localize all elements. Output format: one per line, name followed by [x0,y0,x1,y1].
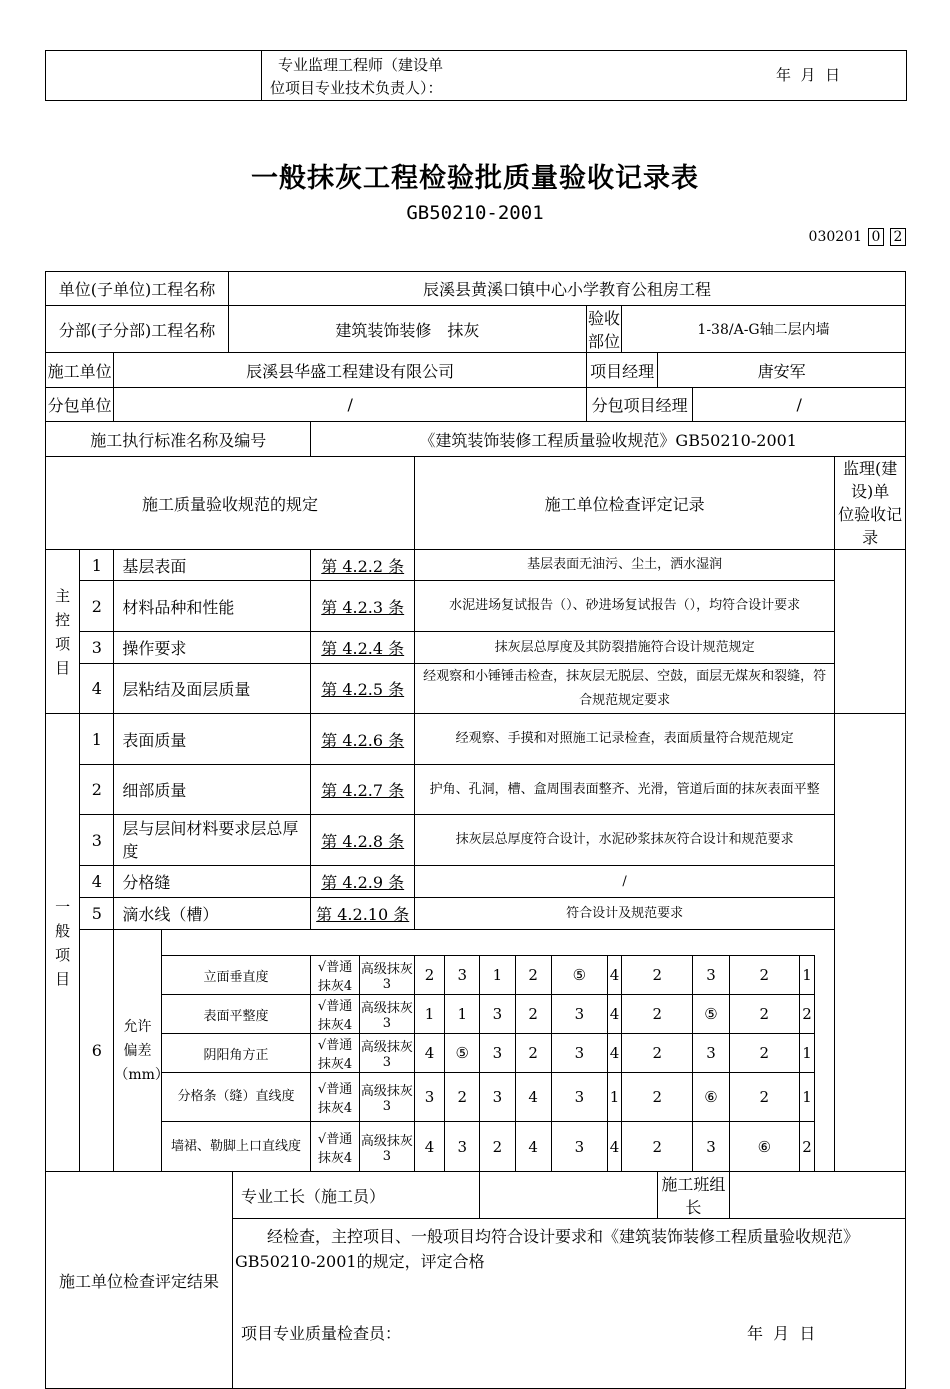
general-group-char-2: 般 [55,921,71,940]
measure-cell: 2 [622,995,693,1034]
measure-cell: ⑤ [693,995,729,1034]
tolerance-item-name: 墙裙、勒脚上口直线度 [161,1122,311,1172]
pm-value: 唐安军 [658,353,906,388]
measure-cell: ⑥ [693,1073,729,1122]
form-code-box-2: 2 [890,228,906,246]
normal-plaster-cell [311,995,359,1034]
measure-cell: 2 [729,1034,799,1073]
measure-cell: 1 [608,1073,622,1122]
foreman-sign-cell [480,1172,658,1219]
main-item-record: 经观察和小锤锤击检查，抹灰层无脱层、空鼓，面层无煤灰和裂缝，符合规范规定要求 [414,664,834,714]
tolerance-item-name: 立面垂直度 [161,956,311,995]
tolerance-label-line3: （mm） [114,1066,169,1083]
measure-cell: 2 [799,995,814,1034]
measure-cell: 4 [414,1122,444,1172]
measure-cell: 1 [445,995,480,1034]
measure-cell: 1 [414,995,444,1034]
standard-code: GB50210-2001 [406,202,544,224]
high-plaster-limit: 3 [382,1148,391,1164]
main-item-no: 2 [80,581,114,632]
sub-pm-label: 分包项目经理 [586,388,693,422]
tolerance-row [46,1073,906,1122]
supervisor-sign-cell [262,51,907,101]
measure-cell: 1 [799,1073,814,1122]
measure-cell: 2 [515,956,551,995]
measure-cell: 2 [515,995,551,1034]
general-group-label [46,714,80,1172]
tolerance-item-name: 阴阳角方正 [161,1034,311,1073]
normal-plaster-cell [311,1073,359,1122]
measure-cell: 1 [799,1034,814,1073]
inspection-part-value: 1-38/A-G轴二层内墙 [622,306,906,353]
pm-label: 项目经理 [586,353,657,388]
measure-cell: 1 [480,956,515,995]
measure-cell: 2 [622,1073,693,1122]
main-item-no: 1 [80,550,114,581]
normal-plaster-label: √普通抹灰 [317,999,353,1033]
col-supervision-header [835,457,906,550]
measure-cell: 2 [729,995,799,1034]
general-item-clause: 第 4.2.9 条 [311,866,415,898]
normal-plaster-label: √普通抹灰 [317,1038,353,1072]
measure-cell: 2 [622,1122,693,1172]
measure-cell: 4 [608,995,622,1034]
supervisor-sign-table [45,50,907,101]
tolerance-row [46,956,906,995]
general-supervision-cell [835,714,906,1172]
page-title: 一般抹灰工程检验批质量验收记录表 [251,163,699,194]
main-group-char-2: 控 [55,610,71,629]
measure-cell: 3 [551,1122,607,1172]
tolerance-item-name: 分格条（缝）直线度 [161,1073,311,1122]
measure-cell: 2 [414,956,444,995]
col-supervision-line1: 监理(建设)单 [842,459,898,501]
main-item-clause: 第 4.2.3 条 [311,581,415,632]
team-leader-label: 施工班组长 [658,1172,729,1219]
general-item-clause: 第 4.2.6 条 [311,714,415,765]
measure-cell: 2 [799,1122,814,1172]
high-plaster-limit: 3 [382,1055,391,1070]
main-item-record: 抹灰层总厚度及其防裂措施符合设计规范规定 [414,632,834,664]
main-item-clause: 第 4.2.5 条 [311,664,415,714]
general-item-no: 1 [80,714,114,765]
measure-cell: 2 [729,956,799,995]
measure-cell: 3 [551,995,607,1034]
standard-label: 施工执行标准名称及编号 [46,422,311,457]
measure-cell: 2 [622,1034,693,1073]
subcontractor-label: 分包单位 [46,388,114,422]
measure-cell: 4 [414,1034,444,1073]
high-plaster-limit: 3 [382,977,391,992]
measure-cell: 3 [551,1073,607,1122]
normal-plaster-limit: 4 [343,1101,353,1116]
tolerance-row [46,1034,906,1073]
main-item-clause: 第 4.2.2 条 [311,550,415,581]
high-plaster-label: 高级抹灰 [360,1001,413,1016]
form-code-prefix: 030201 [808,229,862,245]
measure-cell: ⑤ [445,1034,480,1073]
general-item-record: 符合设计及规范要求 [414,898,834,930]
general-item-clause: 第 4.2.10 条 [311,898,415,930]
normal-plaster-limit: 4 [343,1150,353,1166]
measure-cell: 4 [608,1034,622,1073]
tolerance-label [114,930,169,1172]
high-plaster-label: 高级抹灰 [360,1084,413,1099]
general-item-no: 3 [80,815,114,866]
general-group-char-1: 一 [55,897,71,916]
main-supervision-cell [835,550,906,714]
measure-cell: ⑥ [729,1122,799,1172]
high-plaster-label: 高级抹灰 [360,1040,413,1055]
normal-plaster-label: √普通抹灰 [317,1082,353,1116]
main-item-name: 操作要求 [114,632,311,664]
high-plaster-limit: 3 [382,1016,391,1031]
main-group-char-4: 目 [55,658,71,677]
high-plaster-cell [359,1073,414,1122]
measure-cell: 3 [693,1122,729,1172]
high-plaster-cell [359,1034,414,1073]
measure-cell: 2 [445,1073,480,1122]
measure-cell: 3 [480,995,515,1034]
supervisor-label-line1: 专业监理工程师（建设单 [278,56,444,74]
tolerance-item-name: 表面平整度 [161,995,311,1034]
supervisor-label-line2: 位项目专业技术负责人）： [270,79,443,97]
conclusion-cell [233,1219,906,1389]
result-label: 施工单位检查评定结果 [46,1172,233,1389]
measure-cell: 4 [515,1122,551,1172]
measure-cell: 2 [480,1122,515,1172]
form-code-box-1: 0 [868,228,884,246]
subcontractor-value: / [114,388,587,422]
general-group-char-4: 目 [55,969,71,988]
main-group-label [46,550,80,714]
main-item-record: 水泥进场复试报告（）、砂进场复试报告（），均符合设计要求 [414,581,834,632]
high-plaster-limit: 3 [382,1099,391,1114]
normal-plaster-limit: 4 [343,1018,353,1033]
main-group-char-1: 主 [55,586,71,605]
measure-cell: 3 [414,1073,444,1122]
measure-cell: 2 [729,1073,799,1122]
tolerance-row [46,995,906,1034]
main-item-clause: 第 4.2.4 条 [311,632,415,664]
measure-cell: ⑤ [551,956,607,995]
general-item-name: 表面质量 [114,714,311,765]
normal-plaster-cell [311,1122,359,1172]
foreman-label: 专业工长（施工员） [233,1172,480,1219]
main-item-no: 4 [80,664,114,714]
main-item-name: 层粘结及面层质量 [114,664,311,714]
general-item-clause: 第 4.2.8 条 [311,815,415,866]
main-group-char-3: 项 [55,634,71,653]
measure-cell: 2 [515,1034,551,1073]
sub-pm-value: / [693,388,906,422]
general-item-name: 分格缝 [114,866,311,898]
inspection-part-label: 验收部位 [586,306,621,353]
main-item-record: 基层表面无油污、尘土，洒水湿润 [414,550,834,581]
high-plaster-cell [359,995,414,1034]
col-check-header: 施工单位检查评定记录 [414,457,834,550]
main-item-no: 3 [80,632,114,664]
measure-cell: 4 [608,1122,622,1172]
general-item-name: 层与层间材料要求层总厚度 [114,815,311,866]
col-spec-header: 施工质量验收规范的规定 [46,457,415,550]
measure-cell: 2 [622,956,693,995]
measure-cell: 3 [480,1073,515,1122]
unit-project-label: 单位(子单位)工程名称 [46,272,229,306]
sub-project-label: 分部(子分部)工程名称 [46,306,229,353]
general-item-no: 2 [80,765,114,815]
main-item-name: 材料品种和性能 [114,581,311,632]
tolerance-label-line1: 允许 [123,1018,152,1035]
measure-cell: 3 [445,1122,480,1172]
general-item-clause: 第 4.2.7 条 [311,765,415,815]
general-item-name: 细部质量 [114,765,311,815]
general-item-record: 经观察、手摸和对照施工记录检查，表面质量符合规范规定 [414,714,834,765]
sub-project-value: 建筑装饰装修 抹灰 [228,306,586,353]
normal-plaster-limit: 4 [343,979,353,994]
general-item-record: / [414,866,834,898]
measure-cell: 3 [445,956,480,995]
high-plaster-label: 高级抹灰 [360,962,413,977]
supervisor-date: 年 月 日 [776,66,841,84]
unit-project-value: 辰溪县黄溪口镇中心小学教育公租房工程 [228,272,905,306]
result-date: 年 月 日 [747,1324,816,1343]
general-item-record: 抹灰层总厚度符合设计，水泥砂浆抹灰符合设计和规范要求 [414,815,834,866]
form-code [809,228,906,246]
normal-plaster-label: √普通抹灰 [317,960,353,994]
blank-cell [46,51,262,101]
inspection-record-table [45,271,906,1389]
col-supervision-line2: 位验收记录 [838,505,903,547]
contractor-value: 辰溪县华盛工程建设有限公司 [114,353,587,388]
tolerance-row [46,1122,906,1172]
normal-plaster-label: √普通抹灰 [317,1131,353,1166]
main-item-name: 基层表面 [114,550,311,581]
high-plaster-cell [359,956,414,995]
tolerance-label-line2: 偏差 [123,1042,152,1059]
normal-plaster-cell [311,1034,359,1073]
conclusion-text: 经检查，主控项目、一般项目均符合设计要求和《建筑装饰装修工程质量验收规范》GB50210-2001的规定，评定合格 [235,1227,860,1271]
measure-cell: 3 [480,1034,515,1073]
measure-cell: 3 [551,1034,607,1073]
general-item-no: 5 [80,898,114,930]
team-leader-sign-cell [729,1172,905,1219]
tolerance-no: 6 [80,930,114,1172]
general-group-char-3: 项 [55,945,71,964]
inspector-label: 项目专业质量检查员： [241,1324,402,1343]
general-item-name: 滴水线（槽） [114,898,311,930]
measure-cell: 3 [693,1034,729,1073]
measure-cell: 3 [693,956,729,995]
measure-cell: 4 [608,956,622,995]
high-plaster-cell [359,1122,414,1172]
measure-cell: 4 [515,1073,551,1122]
general-item-no: 4 [80,866,114,898]
general-item-record: 护角、孔洞，槽、盒周围表面整齐、光滑，管道后面的抹灰表面平整 [414,765,834,815]
normal-plaster-cell [311,956,359,995]
normal-plaster-limit: 4 [343,1057,353,1072]
high-plaster-label: 高级抹灰 [360,1133,413,1149]
contractor-label: 施工单位 [46,353,114,388]
standard-value: 《建筑装饰装修工程质量验收规范》GB50210-2001 [311,422,906,457]
measure-cell: 1 [799,956,814,995]
